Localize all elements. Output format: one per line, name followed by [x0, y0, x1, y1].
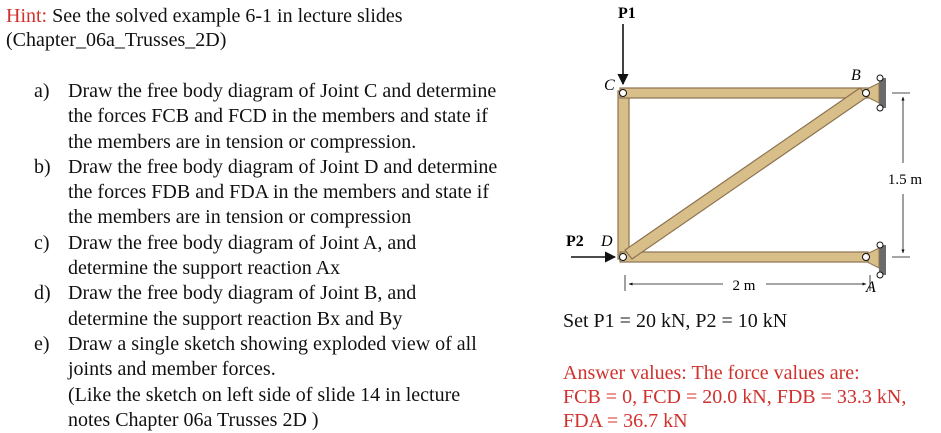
question-d-line-2: determine the support reaction Bx and By — [68, 307, 403, 330]
joint-b-pin — [863, 90, 870, 97]
joint-d-pin — [620, 254, 627, 261]
hint-text: See the solved example 6-1 in lecture slides — [47, 5, 403, 27]
hint-block — [6, 4, 403, 52]
question-a-label: a) — [34, 80, 50, 102]
question-b-label: b) — [34, 155, 51, 178]
load-p2-label: P2 — [566, 233, 584, 250]
question-a-line-2: the forces FCB and FCD in the members and state if — [68, 105, 488, 128]
question-e-line-2: joints and member forces. — [68, 358, 276, 381]
width-dim-label: 2 m — [732, 278, 756, 294]
given-values: Set P1 = 20 kN, P2 = 10 kN — [563, 310, 788, 332]
question-c-label: c) — [34, 231, 50, 254]
question-d-line-1: Draw the free body diagram of Joint B, and — [68, 282, 417, 305]
hint-line-2: (Chapter_06a_Trusses_2D) — [6, 29, 227, 51]
joint-c-pin — [620, 90, 627, 97]
joint-d-label: D — [601, 233, 613, 250]
question-c-line-1: Draw the free body diagram of Joint A, and — [68, 231, 417, 254]
answer-line-2: FCB = 0, FCD = 20.0 kN, FDB = 33.3 kN, — [563, 386, 907, 408]
question-e-line-1: Draw a single sketch showing exploded view of all — [68, 332, 477, 355]
question-c-line-2: determine the support reaction Ax — [68, 257, 341, 280]
question-b-line-2: the forces FDB and FDA in the members and state if — [68, 181, 490, 204]
question-e-line-3: (Like the sketch on left side of slide 14 in lecture — [68, 383, 461, 406]
member-da — [620, 252, 868, 262]
load-p1-label: P1 — [618, 5, 636, 22]
answer-line-3: FDA = 36.7 kN — [563, 410, 688, 432]
answer-block — [563, 361, 933, 433]
joint-c-label: C — [604, 77, 615, 94]
joint-b-label: B — [851, 67, 861, 84]
member-cb — [620, 88, 868, 98]
hint-label: Hint: — [6, 5, 48, 27]
question-e — [34, 332, 554, 433]
question-d-text — [68, 281, 554, 332]
question-b-line-1: Draw the free body diagram of Joint D and determine — [68, 155, 498, 178]
answer-line-1: Answer values: The force values are: — [563, 362, 860, 384]
question-b-text — [68, 155, 554, 231]
question-a-line-1: Draw the free body diagram of Joint C and determine — [68, 80, 497, 102]
question-d — [34, 281, 554, 332]
question-b — [34, 155, 554, 231]
height-dim-label: 1.5 m — [887, 172, 923, 188]
truss-diagram — [555, 0, 941, 310]
question-a-line-3: the members are in tension or compression. — [68, 130, 417, 153]
hint-line-1 — [6, 4, 403, 28]
question-e-line-4: notes Chapter 06a Trusses 2D ) — [68, 408, 319, 431]
question-d-label: d) — [34, 282, 51, 305]
question-e-label: e) — [34, 332, 50, 355]
joint-a-label: A — [866, 279, 876, 296]
member-db — [625, 88, 867, 259]
question-c — [34, 231, 554, 282]
member-cd — [618, 91, 629, 259]
question-a — [34, 79, 554, 155]
question-list — [34, 79, 554, 433]
question-c-text — [68, 231, 554, 282]
joint-a-pin — [863, 254, 870, 261]
question-a-text — [68, 79, 554, 155]
question-b-line-3: the members are in tension or compression — [68, 206, 412, 229]
question-e-text — [68, 332, 554, 433]
